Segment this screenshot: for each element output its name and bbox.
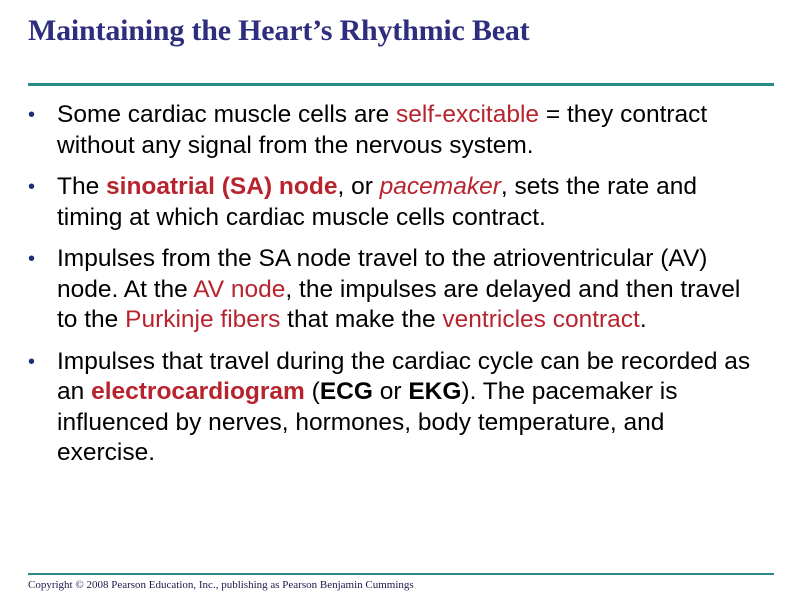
bullet-text: that make the (280, 306, 443, 333)
title-divider (28, 83, 774, 86)
bullet-item (26, 244, 766, 336)
bullet-text: . (639, 306, 647, 333)
bullet-text: ). The pacemaker is influenced by nerves, hormones, body temperature, and exercise. (57, 378, 678, 466)
bullet-dot-icon: • (28, 104, 36, 126)
bullet-text: , the impulses are delayed and then travel to the (57, 275, 741, 333)
bullet-text: Some cardiac muscle cells are (57, 101, 397, 128)
bullet-emphasis-text: sinoatrial (SA) node (106, 173, 338, 200)
bullet-text: , sets the rate and timing at which cardiac muscle cells contract. (57, 173, 697, 231)
bullet-dot-icon: • (28, 350, 36, 373)
bullet-text: The (57, 173, 107, 200)
bullet-text: Impulses from the SA node travel to the atrioventricular (AV) node. At the (57, 245, 708, 303)
bullet-emphasis-text: EKG (408, 378, 462, 405)
bullet-text: ( (304, 378, 320, 405)
bullet-text: or (372, 378, 409, 405)
bullet-emphasis-text: Purkinje fibers (125, 306, 281, 333)
bullet-dot-icon: • (28, 176, 36, 198)
bullet-list (26, 100, 766, 480)
slide-title: Maintaining the Heart’s Rhythmic Beat (28, 14, 530, 47)
bullet-emphasis-text: ventricles contract (442, 306, 640, 333)
bullet-dot-icon: • (28, 248, 36, 270)
bullet-emphasis-text: AV node (193, 275, 286, 303)
bullet-emphasis-text: electrocardiogram (91, 378, 305, 405)
bullet-text: Impulses that travel during the cardiac cycle can be recorded as an (57, 347, 751, 405)
bullet-item (26, 172, 766, 233)
bullet-emphasis-text: pacemaker (379, 173, 501, 200)
footer-divider (28, 573, 774, 575)
bullet-item (26, 347, 766, 469)
bullet-text: , or (337, 173, 380, 200)
bullet-emphasis-text: ECG (319, 378, 373, 405)
copyright-notice: Copyright © 2008 Pearson Education, Inc., publishing as Pearson Benjamin Cummings (28, 579, 414, 591)
bullet-emphasis-text: self-excitable (396, 101, 540, 128)
bullet-text: = they contract without any signal from the nervous system. (57, 101, 708, 159)
bullet-item (26, 100, 766, 161)
